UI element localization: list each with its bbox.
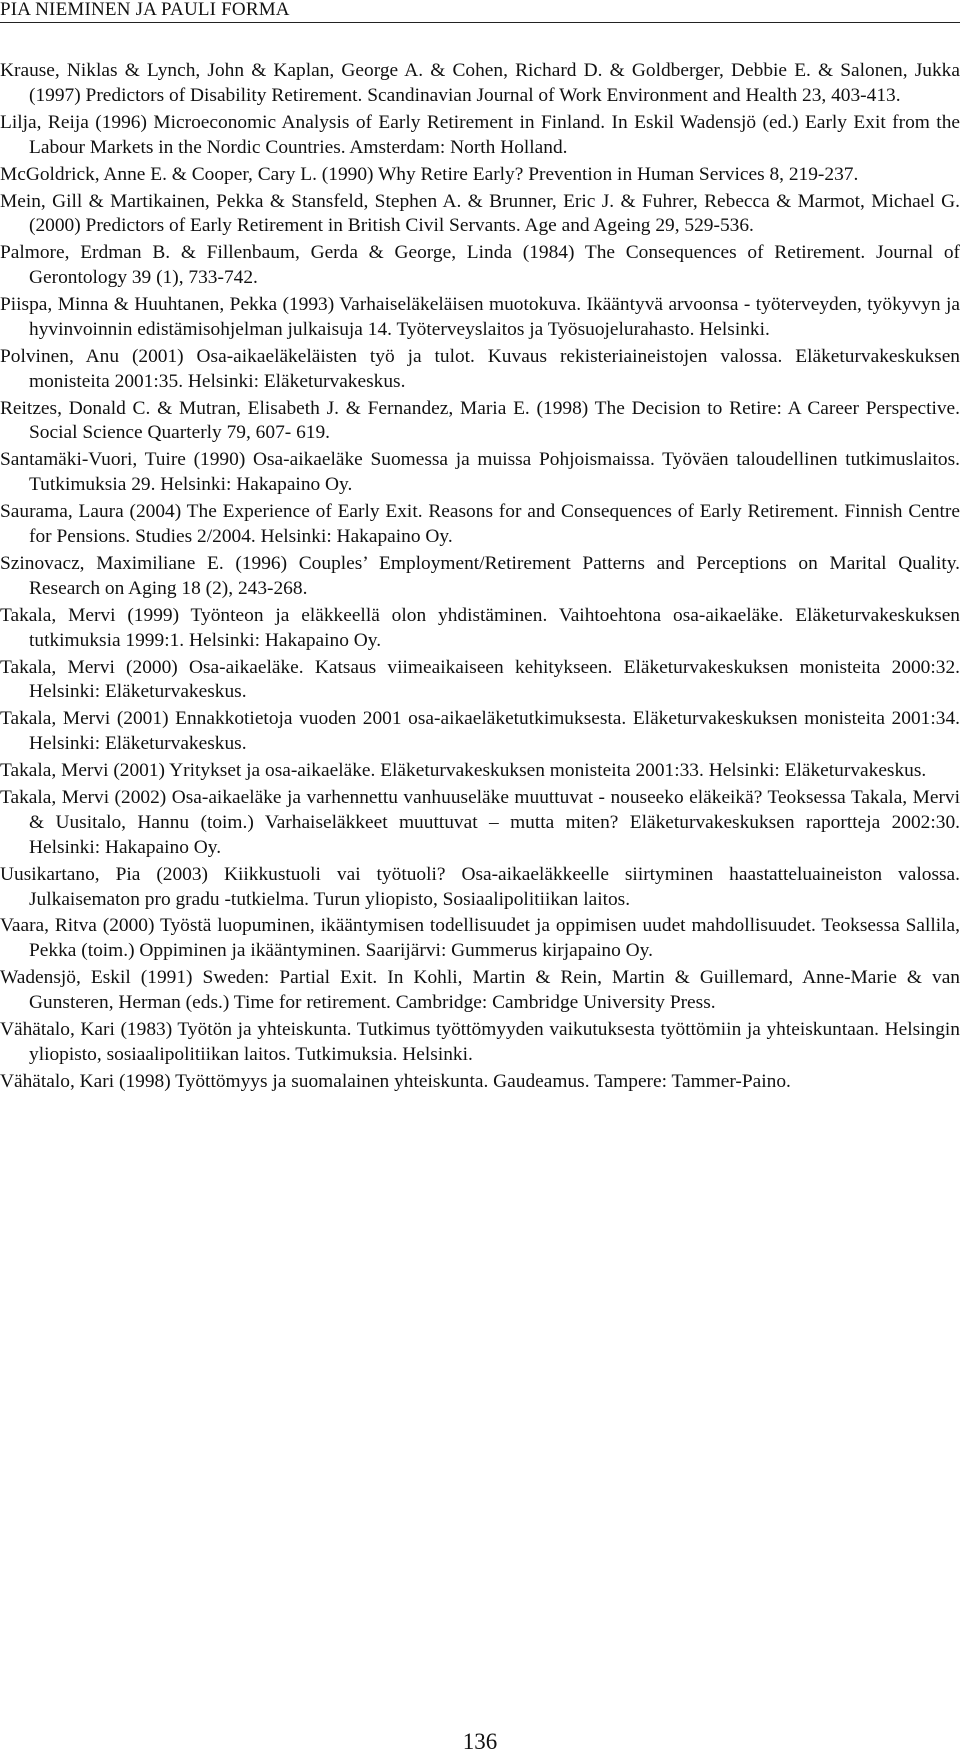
reference-entry: Reitzes, Donald C. & Mutran, Elisabeth J. & Fernandez, Maria E. (1998) The Decision to Retire: A Career Perspective. Social Science Quarterly 79, 607- 619. bbox=[0, 397, 960, 444]
reference-entry: Takala, Mervi (2002) Osa-aikaeläke ja varhennettu vanhuuseläke muuttuvat - nouseeko eläkeikä? Teoksessa Takala, Mervi & Uusitalo, Hannu (toim.) Varhaiseläkkeet muuttuvat – mutta miten? Eläketurvakeskuksen raportteja 2002:30. Helsinki: Hakapaino Oy. bbox=[0, 787, 960, 858]
running-header: PIA NIEMINEN JA PAULI FORMA bbox=[0, 0, 960, 23]
reference-list bbox=[0, 59, 960, 1097]
reference-entry: Takala, Mervi (2001) Yritykset ja osa-aikaeläke. Eläketurvakeskuksen monisteita 2001:33. Helsinki: Eläketurvakeskus. bbox=[0, 760, 927, 782]
reference-entry: Krause, Niklas & Lynch, John & Kaplan, George A. & Cohen, Richard D. & Goldberger, Debbie E. & Salonen, Jukka (1997) Predictors of Disability Retirement. Scandinavian Journal of Work Environment and Health 23, 403-413. bbox=[0, 60, 960, 106]
reference-entry: Uusikartano, Pia (2003) Kiikkustuoli vai työtuoli? Osa-aikaeläkkeelle siirtyminen haastatteluaineiston valossa. Julkaisematon pro gradu -tutkielma. Turun yliopisto, Sosiaalipolitiikan laitos. bbox=[0, 863, 960, 910]
reference-entry: Szinovacz, Maximiliane E. (1996) Couples’ Employment/Retirement Patterns and Perceptions on Marital Quality. Research on Aging 18 (2), 243-268. bbox=[0, 553, 960, 599]
reference-entry: Takala, Mervi (1999) Työnteon ja eläkkeellä olon yhdistäminen. Vaihtoehtona osa-aikaeläke. Eläketurvakeskuksen tutkimuksia 1999:1. Helsinki: Hakapaino Oy. bbox=[0, 604, 960, 651]
reference-entry: Mein, Gill & Martikainen, Pekka & Stansfeld, Stephen A. & Brunner, Eric J. & Fuhrer, Rebecca & Marmot, Michael G. (2000) Predictors of Early Retirement in British Civil Servants. Age and Ageing 29, 529-536. bbox=[0, 190, 960, 237]
reference-entry: Vähätalo, Kari (1983) Työtön ja yhteiskunta. Tutkimus työttömyyden vaikutuksesta työttömiin ja yhteiskuntaan. Helsingin yliopisto, sosiaalipolitiikan laitos. Tutkimuksia. Helsinki. bbox=[0, 1019, 960, 1065]
reference-entry: McGoldrick, Anne E. & Cooper, Cary L. (1990) Why Retire Early? Prevention in Human Services 8, 219-237. bbox=[0, 163, 859, 185]
reference-entry: Vähätalo, Kari (1998) Työttömyys ja suomalainen yhteiskunta. Gaudeamus. Tampere: Tammer-Paino. bbox=[0, 1070, 791, 1092]
reference-entry: Wadensjö, Eskil (1991) Sweden: Partial Exit. In Kohli, Martin & Rein, Martin & Guillemard, Anne-Marie & van Gunsteren, Herman (eds.) Time for retirement. Cambridge: Cambridge University Press. bbox=[0, 967, 960, 1014]
reference-entry: Polvinen, Anu (2001) Osa-aikaeläkeläisten työ ja tulot. Kuvaus rekisteriaineistojen valossa. Eläketurvakeskuksen monisteita 2001:35. Helsinki: Eläketurvakeskus. bbox=[0, 345, 960, 392]
reference-entry: Vaara, Ritva (2000) Työstä luopuminen, ikääntymisen todellisuudet ja oppimisen uudet mahdollisuudet. Teoksessa Sallila, Pekka (toim.) Oppiminen ja ikääntyminen. Saarijärvi: Gummerus kirjapaino Oy. bbox=[0, 915, 960, 962]
reference-entry: Saurama, Laura (2004) The Experience of Early Exit. Reasons for and Consequences of Early Retirement. Finnish Centre for Pensions. Studies 2/2004. Helsinki: Hakapaino Oy. bbox=[0, 501, 960, 548]
reference-entry: Piispa, Minna & Huuhtanen, Pekka (1993) Varhaiseläkeläisen muotokuva. Ikääntyvä arvoonsa - työterveyden, työkyvyn ja hyvinvoinnin edistämisohjelman julkaisuja 14. Työterveyslaitos ja Työsuojelurahasto. Helsinki. bbox=[0, 294, 960, 340]
page-number: 136 bbox=[462, 1729, 498, 1754]
reference-entry: Takala, Mervi (2000) Osa-aikaeläke. Katsaus viimeaikaiseen kehitykseen. Eläketurvakeskuksen monisteita 2000:32. Helsinki: Eläketurvakeskus. bbox=[0, 656, 960, 703]
reference-entry: Palmore, Erdman B. & Fillenbaum, Gerda & George, Linda (1984) The Consequences of Retirement. Journal of Gerontology 39 (1), 733-742. bbox=[0, 242, 960, 289]
reference-entry: Lilja, Reija (1996) Microeconomic Analysis of Early Retirement in Finland. In Eskil Wadensjö (ed.) Early Exit from the Labour Markets in the Nordic Countries. Amsterdam: North Holland. bbox=[0, 111, 960, 158]
reference-entry: Takala, Mervi (2001) Ennakkotietoja vuoden 2001 osa-aikaeläketutkimuksesta. Eläketurvakeskuksen monisteita 2001:34. Helsinki: Eläketurvakeskus. bbox=[0, 708, 960, 755]
reference-entry: Santamäki-Vuori, Tuire (1990) Osa-aikaeläke Suomessa ja muissa Pohjoismaissa. Työväen taloudellinen tutkimuslaitos. Tutkimuksia 29. Helsinki: Hakapaino Oy. bbox=[0, 449, 960, 496]
